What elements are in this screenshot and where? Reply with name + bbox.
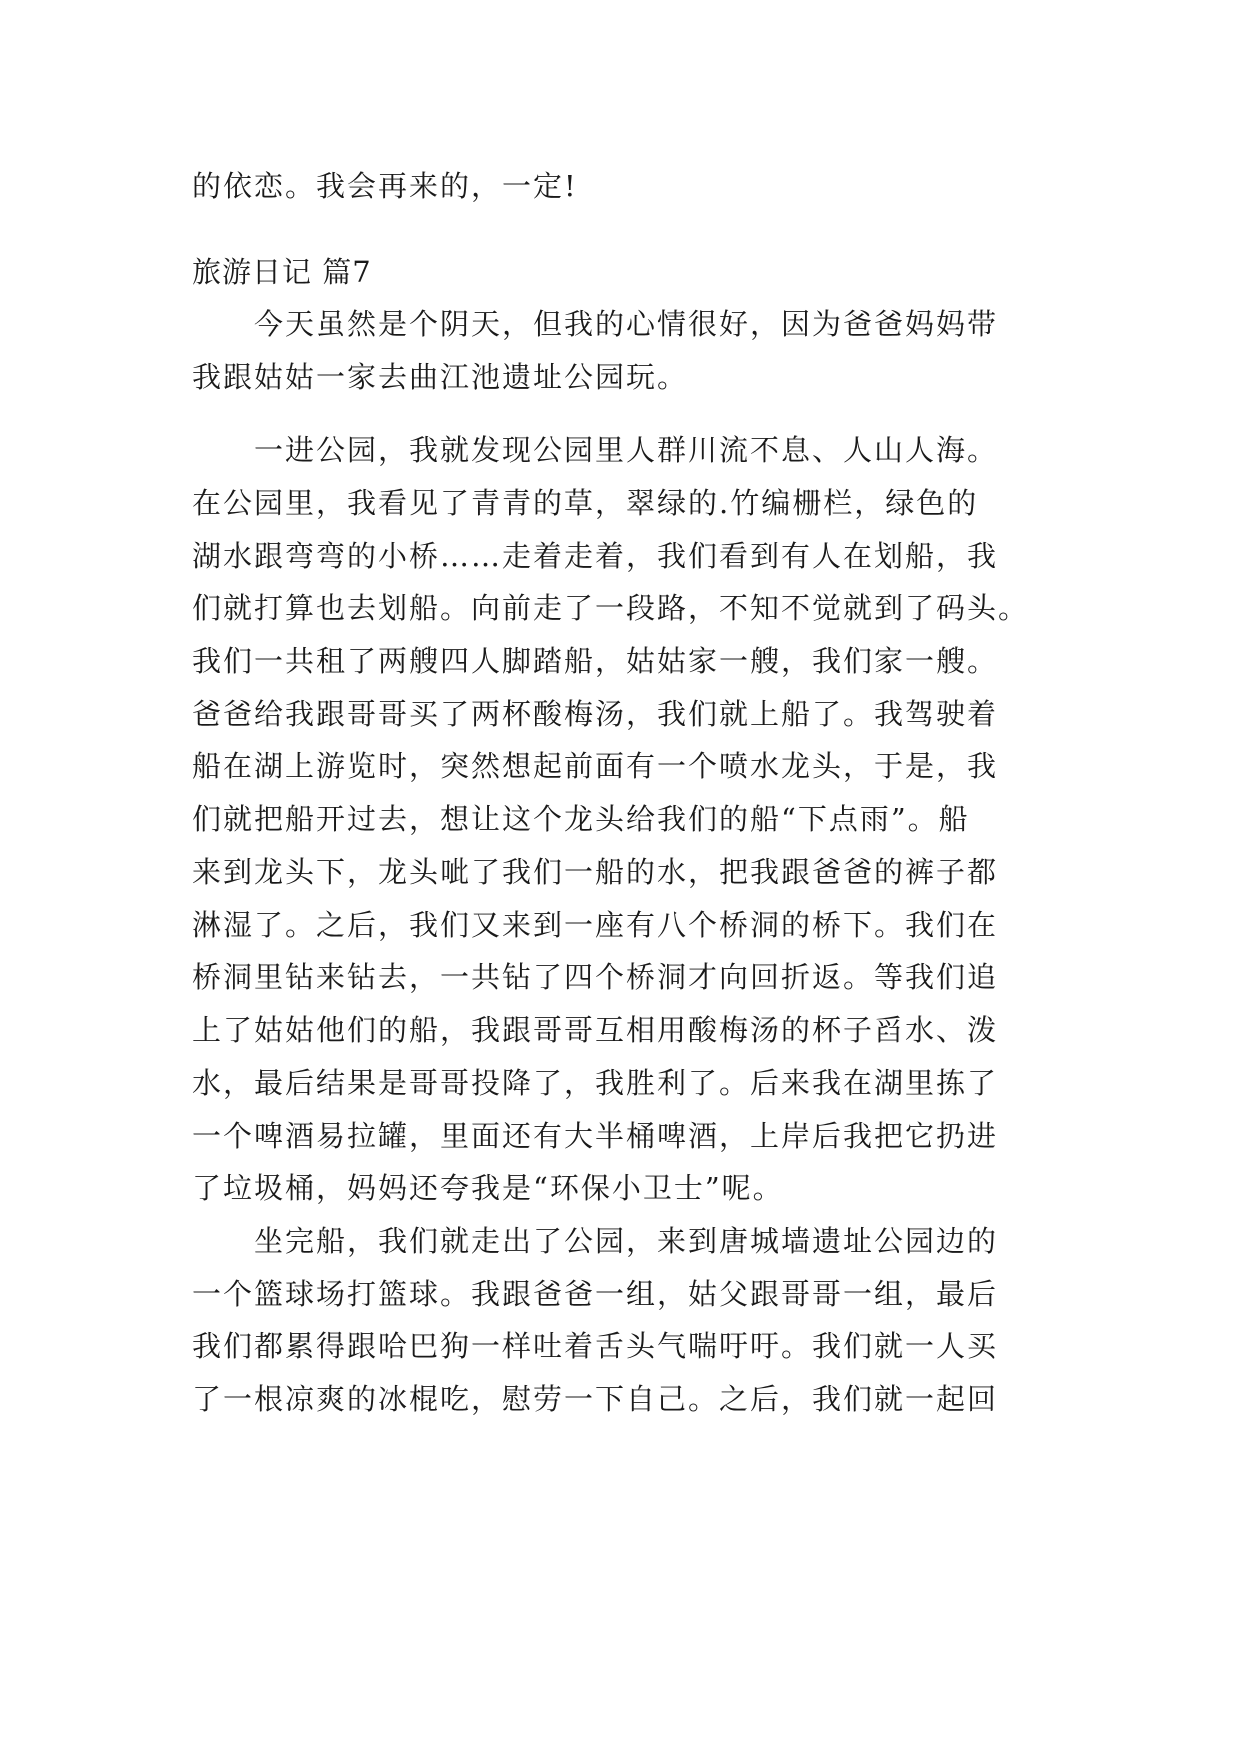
intro-line: 的依恋。我会再来的，一定! [192,169,578,203]
text-line: 爸爸给我跟哥哥买了两杯酸梅汤，我们就上船了。我驾驶着 [192,697,999,731]
text-line: 来到龙头下，龙头呲了我们一船的水，把我跟爸爸的裤子都 [192,855,999,889]
text-line: 我跟姑姑一家去曲江池遗址公园玩。 [192,360,689,394]
text-line: 们就把船开过去，想让这个龙头给我们的船“下点雨”。船 [192,802,970,836]
text-line: 一个篮球场打篮球。我跟爸爸一组，姑父跟哥哥一组，最后 [192,1277,999,1311]
text-line: 了垃圾桶，妈妈还夸我是“环保小卫士”呢。 [192,1171,784,1205]
text-line: 上了姑姑他们的船，我跟哥哥互相用酸梅汤的杯子舀水、泼 [192,1013,999,1047]
diary-heading: 旅游日记 篇7 [192,255,372,289]
text-line: 湖水跟弯弯的小桥……走着走着，我们看到有人在划船，我 [192,539,999,573]
text-line: 了一根凉爽的冰棍吃，慰劳一下自己。之后，我们就一起回 [192,1382,999,1416]
text-line: 船在湖上游览时，突然想起前面有一个喷水龙头，于是，我 [192,749,999,783]
text-line: 我们一共租了两艘四人脚踏船，姑姑家一艘，我们家一艘。 [192,644,999,678]
text-line: 在公园里，我看见了青青的草，翠绿的.竹编栅栏，绿色的 [192,486,979,520]
text-line: 桥洞里钻来钻去，一共钻了四个桥洞才向回折返。等我们追 [192,960,999,994]
text-line: 我们都累得跟哈巴狗一样吐着舌头气喘吁吁。我们就一人买 [192,1329,999,1363]
text-line: 一进公园，我就发现公园里人群川流不息、人山人海。 [192,433,999,467]
text-line: 水，最后结果是哥哥投降了，我胜利了。后来我在湖里拣了 [192,1066,999,1100]
text-line: 淋湿了。之后，我们又来到一座有八个桥洞的桥下。我们在 [192,908,999,942]
text-line: 们就打算也去划船。向前走了一段路，不知不觉就到了码头。 [192,591,1030,625]
text-line: 一个啤酒易拉罐，里面还有大半桶啤酒，上岸后我把它扔进 [192,1119,999,1153]
text-line: 坐完船，我们就走出了公园，来到唐城墙遗址公园边的 [192,1224,999,1258]
text-line: 今天虽然是个阴天，但我的心情很好，因为爸爸妈妈带 [192,307,999,341]
